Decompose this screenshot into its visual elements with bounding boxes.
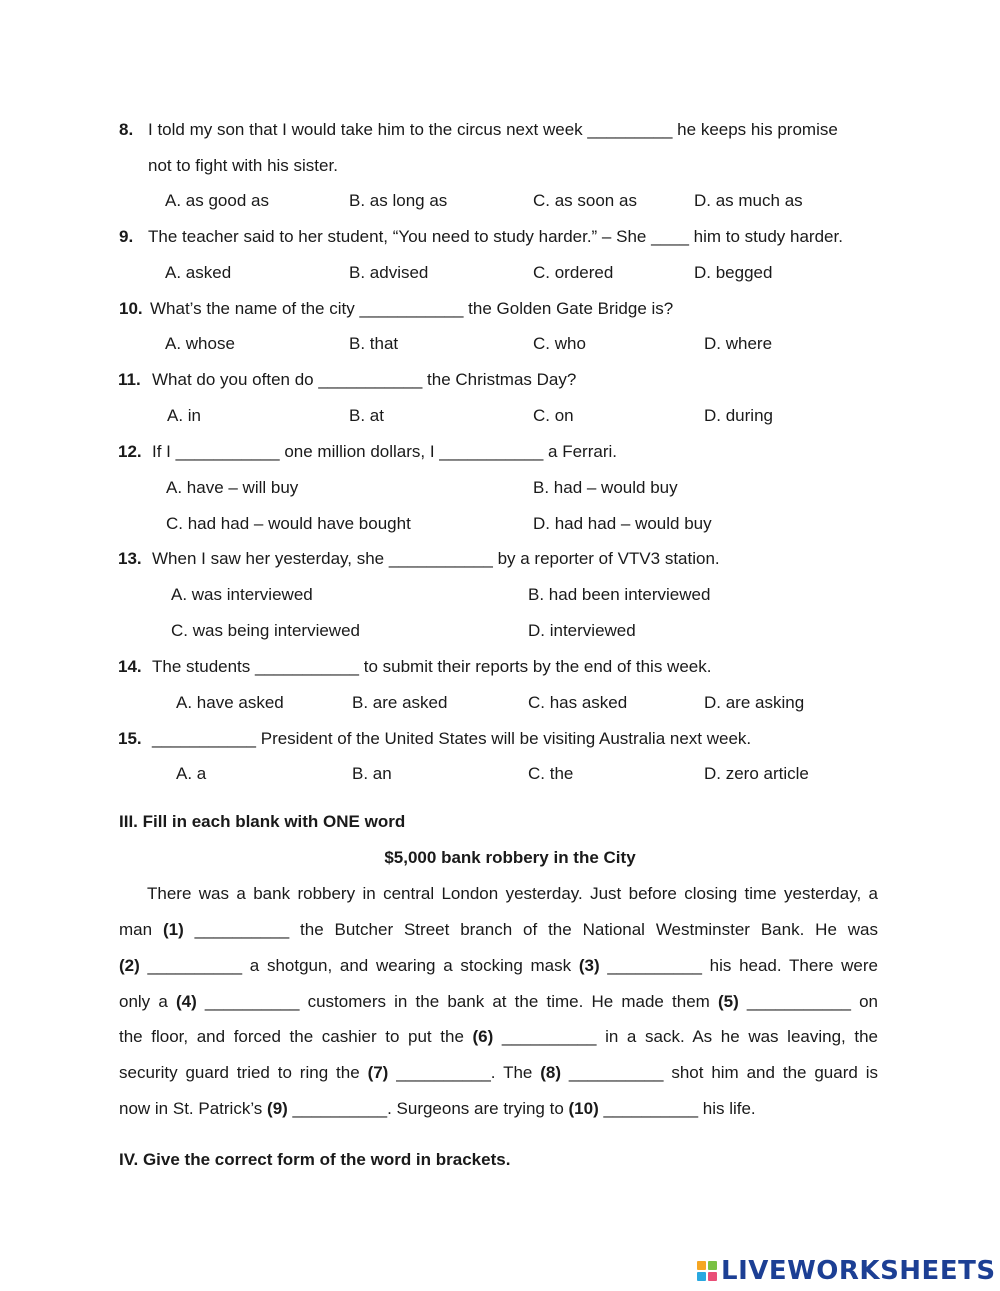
blank-number: (10) — [568, 1099, 599, 1118]
option-c[interactable]: C. on — [533, 406, 574, 425]
passage-text: There was a bank robbery in central London yesterday. Just before closing time yesterday, a — [147, 884, 878, 903]
passage-text: __________ in a sack. As he was leaving, the — [493, 1027, 879, 1046]
question-number: 9. — [119, 227, 134, 246]
question-number: 15. — [118, 729, 142, 748]
question-text: ___________ President of the United States will be visiting Australia next week. — [152, 729, 752, 748]
passage-text: ___________ on — [738, 992, 879, 1011]
option-c[interactable]: C. as soon as — [533, 191, 637, 210]
passage-text: the floor, and forced the cashier to put the — [119, 1027, 473, 1046]
blank-number: (8) — [540, 1063, 562, 1082]
option-a[interactable]: A. a — [176, 764, 207, 783]
question-text: What’s the name of the city ___________ the Golden Gate Bridge is? — [150, 299, 674, 318]
blank-number: (1) — [162, 920, 184, 939]
option-b[interactable]: B. that — [349, 334, 399, 353]
logo-text: LIVEWORKSHEETS — [721, 1256, 996, 1286]
option-b[interactable]: B. had been interviewed — [528, 585, 711, 604]
option-d[interactable]: D. where — [704, 334, 773, 353]
question-number: 10. — [119, 299, 143, 318]
question-text: I told my son that I would take him to the circus next week _________ he keeps his promise — [148, 120, 838, 139]
question-number: 8. — [119, 120, 134, 139]
option-b[interactable]: B. are asked — [352, 693, 448, 712]
passage-line — [119, 1062, 878, 1084]
option-a[interactable]: A. asked — [165, 263, 232, 282]
passage-text: __________ shot him and the guard is — [561, 1063, 878, 1082]
blank-number: (6) — [472, 1027, 494, 1046]
passage-line — [119, 883, 878, 905]
option-a[interactable]: A. have – will buy — [166, 478, 299, 497]
option-a[interactable]: A. was interviewed — [171, 585, 313, 604]
blank-number: (7) — [367, 1063, 389, 1082]
question-text: What do you often do ___________ the Christmas Day? — [152, 370, 577, 389]
question-number: 12. — [118, 442, 142, 461]
option-c[interactable]: C. was being interviewed — [171, 621, 360, 640]
passage-text: security guard tried to ring the — [119, 1063, 368, 1082]
question-text: If I ___________ one million dollars, I ___________ a Ferrari. — [152, 442, 617, 461]
option-c[interactable]: C. ordered — [533, 263, 614, 282]
option-d[interactable]: D. interviewed — [528, 621, 636, 640]
question-number: 11. — [118, 370, 141, 389]
passage-text: now in St. Patrick’s — [119, 1099, 268, 1118]
option-a[interactable]: A. in — [167, 406, 202, 425]
option-d[interactable]: D. zero article — [704, 764, 809, 783]
option-a[interactable]: A. have asked — [176, 693, 284, 712]
option-b[interactable]: B. advised — [349, 263, 429, 282]
passage-text: __________ the Butcher Street branch of the National Westminster Bank. He was — [183, 920, 879, 939]
blank-number: (2) — [119, 956, 140, 975]
passage-text: __________. Surgeons are trying to — [287, 1099, 569, 1118]
option-c[interactable]: C. who — [533, 334, 586, 353]
passage-title: $5,000 bank robbery in the City — [384, 848, 636, 867]
passage-line — [119, 1026, 878, 1048]
question-text: not to fight with his sister. — [148, 156, 338, 175]
blank-number: (4) — [175, 992, 197, 1011]
option-a[interactable]: A. as good as — [165, 191, 269, 210]
logo-block — [697, 1272, 706, 1281]
option-d[interactable]: D. had had – would buy — [533, 514, 712, 533]
logo-block — [708, 1272, 717, 1281]
option-b[interactable]: B. had – would buy — [533, 478, 678, 497]
question-text: The teacher said to her student, “You need to study harder.” – She ____ him to study harder. — [148, 227, 843, 246]
liveworksheets-logo — [697, 1256, 996, 1286]
option-d[interactable]: D. as much as — [694, 191, 803, 210]
passage-text: man — [119, 920, 163, 939]
passage-text: only a — [119, 992, 176, 1011]
question-number: 14. — [118, 657, 142, 676]
question-number: 13. — [118, 549, 142, 568]
passage-line — [119, 991, 878, 1013]
passage-line — [119, 1098, 878, 1120]
blank-number: (3) — [578, 956, 600, 975]
blank-number: (5) — [718, 992, 739, 1011]
passage-text: __________ customers in the bank at the time. He made them — [196, 992, 718, 1011]
passage-text: __________. The — [388, 1063, 541, 1082]
question-text: The students ___________ to submit their reports by the end of this week. — [152, 657, 712, 676]
option-d[interactable]: D. begged — [694, 263, 773, 282]
logo-block — [697, 1261, 706, 1270]
option-c[interactable]: C. the — [528, 764, 574, 783]
option-b[interactable]: B. at — [349, 406, 384, 425]
section-heading: III. Fill in each blank with ONE word — [119, 812, 406, 831]
logo-mark-icon — [697, 1261, 717, 1281]
option-c[interactable]: C. has asked — [528, 693, 628, 712]
option-a[interactable]: A. whose — [165, 334, 235, 353]
passage-text: __________ his life. — [598, 1099, 756, 1118]
passage-line — [119, 919, 878, 941]
question-text: When I saw her yesterday, she ___________ by a reporter of VTV3 station. — [152, 549, 720, 568]
option-c[interactable]: C. had had – would have bought — [166, 514, 411, 533]
passage-text: __________ his head. There were — [599, 956, 879, 975]
option-b[interactable]: B. as long as — [349, 191, 448, 210]
option-b[interactable]: B. an — [352, 764, 392, 783]
passage-text: __________ a shotgun, and wearing a stocking mask — [139, 956, 579, 975]
option-d[interactable]: D. are asking — [704, 693, 805, 712]
blank-number: (9) — [267, 1099, 288, 1118]
option-d[interactable]: D. during — [704, 406, 773, 425]
logo-block — [708, 1261, 717, 1270]
section-heading: IV. Give the correct form of the word in brackets. — [119, 1150, 511, 1169]
passage-line — [119, 955, 878, 977]
